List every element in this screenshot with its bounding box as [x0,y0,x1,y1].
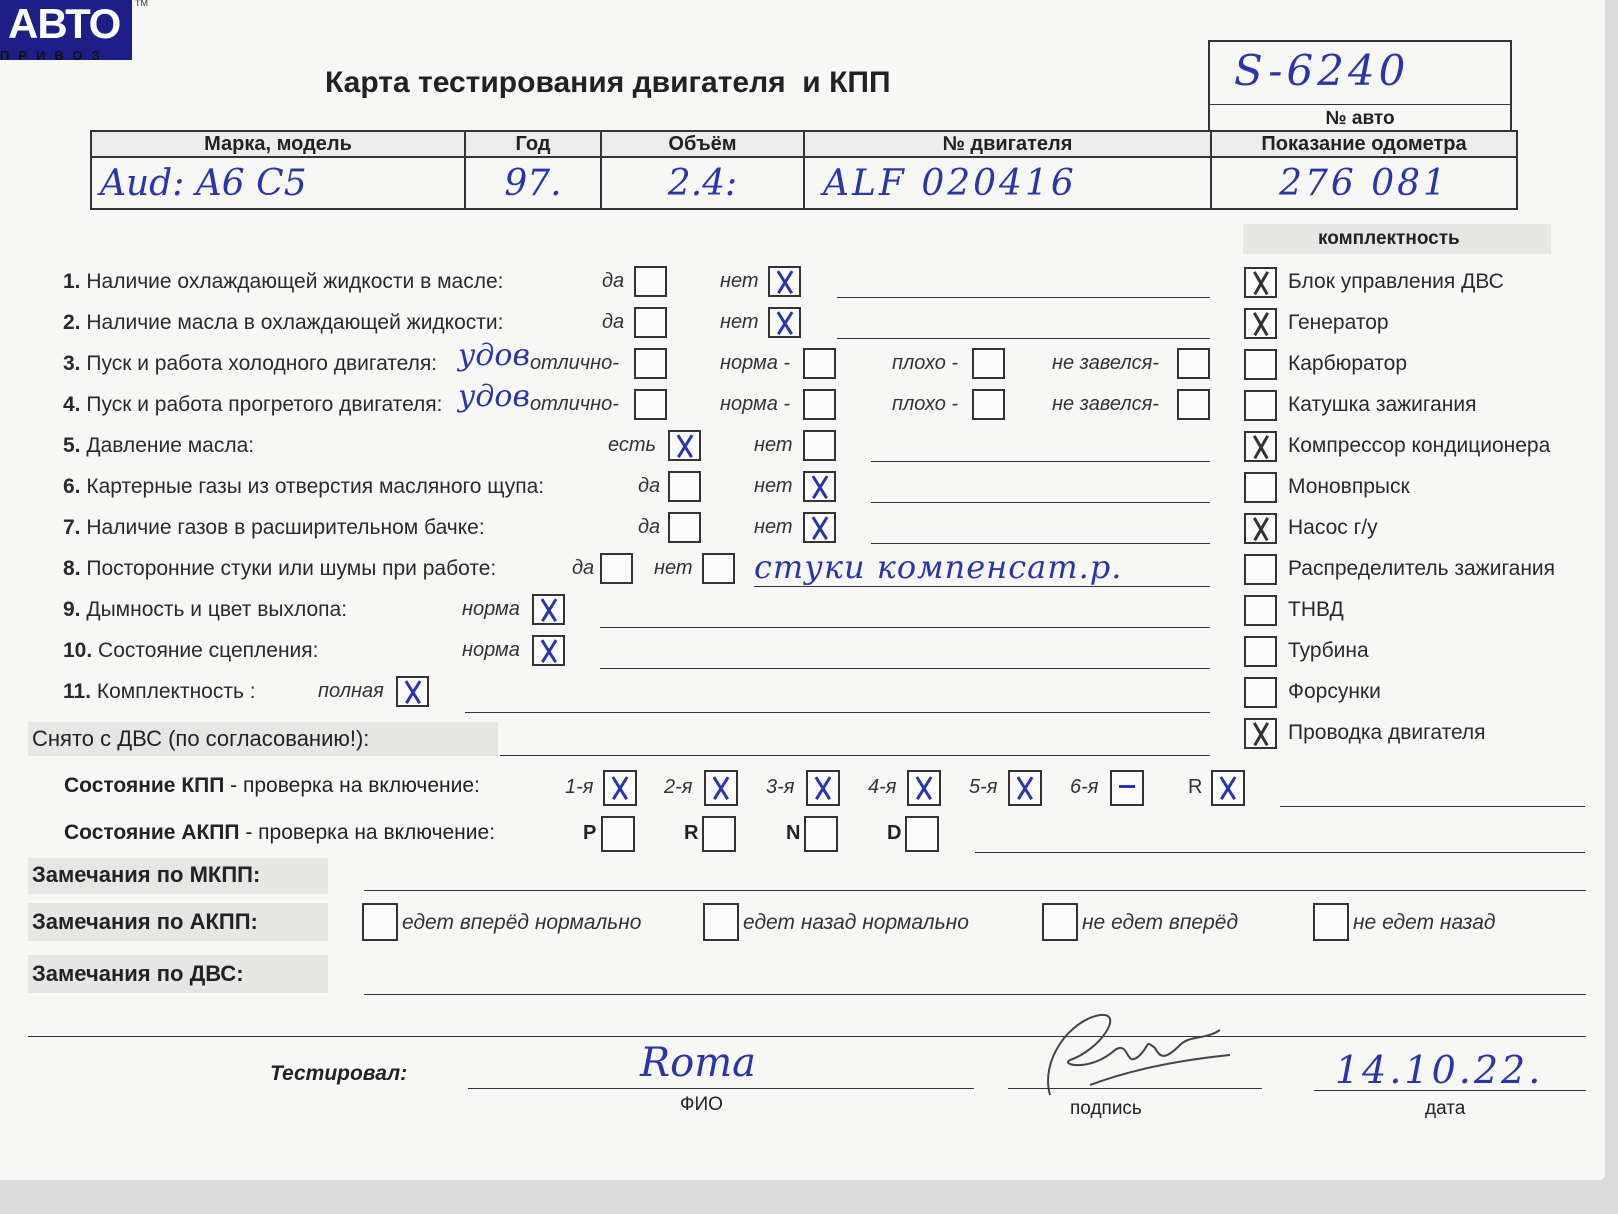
auto-number-box [1208,40,1512,133]
komplekt-label-turbo: Турбина [1288,639,1369,662]
row8-net-label: нет [654,557,693,579]
akpp-backward-ok-checkbox[interactable] [703,903,739,941]
row5-net-checkbox[interactable] [803,430,836,461]
kpp-gear-6-label: 6-я [1070,776,1099,798]
komplekt-label-generator: Генератор [1288,311,1389,334]
row1-da-label: да [602,270,625,292]
akpp-no-backward-checkbox[interactable] [1313,903,1349,941]
row2-net-label: нет [720,311,759,333]
akpp-forward-ok-label: едет вперёд нормально [402,911,642,934]
row3-norma-label: норма - [720,352,791,374]
kpp-gear-1-label: 1-я [565,776,594,798]
komplekt-label-injectors: Форсунки [1288,680,1381,703]
row8-net-checkbox[interactable] [702,553,735,584]
komplekt-checkbox-ps-pump[interactable] [1244,513,1277,544]
kpp-gear-r-checkbox[interactable] [1211,770,1245,806]
date-line [1314,1090,1586,1091]
date-value: 14.10.22. [1335,1048,1544,1092]
kpp-gear-4-checkbox[interactable] [907,770,941,806]
komplekt-checkbox-ac-compressor[interactable] [1244,431,1277,462]
col-header-model: Марка, модель [91,131,465,157]
row11-line [465,712,1210,713]
row3-ploho-checkbox[interactable] [972,348,1005,379]
remarks-dvs-label: Замечания по ДВС: [32,961,244,986]
row9-norma-checkbox[interactable] [532,594,565,625]
akpp-mode-n-checkbox[interactable] [804,816,838,852]
kpp-line [1280,806,1585,807]
row10-norma-label: норма [462,639,520,661]
komplekt-checkbox-distributor[interactable] [1244,554,1277,585]
akpp-mode-r-label: R [684,822,699,844]
row-10: 10. Состояние сцепления: [63,639,319,662]
kpp-gear-2-label: 2-я [664,776,693,798]
row1-line [837,297,1210,298]
remarks-akpp-label: Замечания по АКПП: [32,909,258,934]
komplekt-label-ignition-coil: Катушка зажигания [1288,393,1477,416]
row4-ploho-checkbox[interactable] [972,389,1005,420]
kpp-gear-5-label: 5-я [969,776,998,798]
row-8: 8. Посторонние стуки или шумы при работе: [63,557,497,580]
komplekt-checkbox-carburetor[interactable] [1244,349,1277,380]
row-5: 5. Давление масла: [63,434,255,457]
komplekt-checkbox-injectors[interactable] [1244,677,1277,708]
row7-net-label: нет [754,516,793,538]
row6-net-checkbox[interactable] [803,471,836,502]
komplekt-label-wiring: Проводка двигателя [1288,721,1486,744]
row-11: 11. Комплектность : [63,680,256,703]
row1-net-label: нет [720,270,759,292]
row3-handwritten: удов [458,338,530,373]
row8-da-checkbox[interactable] [600,553,633,584]
komplekt-checkbox-tnvd[interactable] [1244,595,1277,626]
col-header-volume: Объём [601,131,804,157]
fio-label: ФИО [680,1094,723,1115]
akpp-mode-d-label: D [887,822,902,844]
remarks-dvs-line [364,994,1586,995]
row4-norma-checkbox[interactable] [803,389,836,420]
row-9: 9. Дымность и цвет выхлопа: [63,598,348,621]
kpp-gear-4-label: 4-я [868,776,897,798]
row8-da-label: да [572,557,595,579]
auto-number-value: S-6240 [1234,46,1410,95]
row4-norma-label: норма - [720,393,791,415]
remarks-mkpp-label: Замечания по МКПП: [32,862,261,887]
signature [1030,1000,1250,1100]
akpp-label: Состояние АКПП - проверка на включение: [64,821,496,844]
kpp-gear-2-checkbox[interactable] [704,770,738,806]
remarks-mkpp-line [364,890,1586,891]
vehicle-info-table [90,130,1518,210]
kpp-gear-1-checkbox[interactable] [603,770,637,806]
row4-otlichno-checkbox[interactable] [634,389,667,420]
row6-line [871,502,1210,503]
kpp-gear-3-checkbox[interactable] [806,770,840,806]
tested-by-label: Тестировал: [270,1062,408,1085]
komplekt-checkbox-ignition-coil[interactable] [1244,390,1277,421]
row3-ne-zavelsya-checkbox[interactable] [1177,348,1210,379]
row2-da-label: да [602,311,625,333]
logo-text: АВТО [8,0,121,47]
row6-da-label: да [638,475,661,497]
row2-line [837,338,1210,339]
kpp-gear-r-label: R [1188,776,1203,798]
komplekt-checkbox-wiring[interactable] [1244,718,1277,749]
akpp-no-forward-checkbox[interactable] [1042,903,1078,941]
akpp-mode-r-checkbox[interactable] [702,816,736,852]
komplekt-label-carburetor: Карбюратор [1288,352,1408,375]
akpp-no-forward-label: не едет вперёд [1082,911,1239,934]
row7-da-checkbox[interactable] [668,512,701,543]
row7-line [871,543,1210,544]
auto-number-label: № авто [1325,108,1395,129]
akpp-mode-p-label: P [583,822,597,844]
row4-ne-zavelsya-label: не завелся- [1052,393,1159,415]
cell-year: 97. [465,157,601,209]
row4-otlichno-label: отлично- [530,393,619,415]
row2-net-checkbox[interactable] [768,307,801,338]
logo-subtitle: ПРИВОЗ [0,48,109,63]
logo-tm: TM [135,0,148,8]
komplekt-checkbox-ecu[interactable] [1244,267,1277,298]
row1-net-checkbox[interactable] [768,266,801,297]
komplekt-label-ac-compressor: Компрессор кондиционера [1288,434,1551,457]
row9-line [600,627,1210,628]
akpp-mode-d-checkbox[interactable] [905,816,939,852]
row1-da-checkbox[interactable] [634,266,667,297]
row10-norma-checkbox[interactable] [532,635,565,666]
cell-volume: 2.4: [601,157,804,209]
row4-ploho-label: плохо - [892,393,959,415]
akpp-forward-ok-checkbox[interactable] [362,903,398,941]
row-6: 6. Картерные газы из отверстия масляного щупа: [63,475,545,498]
row2-da-checkbox[interactable] [634,307,667,338]
row7-da-label: да [638,516,661,538]
signature-label: подпись [1070,1098,1142,1119]
row6-da-checkbox[interactable] [668,471,701,502]
row-4: 4. Пуск и работа прогретого двигателя: [63,393,443,416]
row9-norma-label: норма [462,598,520,620]
row11-polnaya-checkbox[interactable] [396,676,429,707]
row8-handwritten: стуки компенсат.р. [754,548,1123,586]
komplekt-label-ecu: Блок управления ДВС [1288,270,1504,293]
cell-model: Aud: A6 C5 [91,157,465,209]
komplekt-checkbox-generator[interactable] [1244,308,1277,339]
row10-line [600,668,1210,669]
row-7: 7. Наличие газов в расширительном бачке: [63,516,485,539]
akpp-mode-n-label: N [786,822,801,844]
row5-est-label: есть [608,434,657,456]
row6-net-label: нет [754,475,793,497]
kpp-gear-5-checkbox[interactable] [1008,770,1042,806]
akpp-line [975,852,1585,853]
komplekt-checkbox-turbo[interactable] [1244,636,1277,667]
col-header-engine-no: № двигателя [804,131,1211,157]
row4-handwritten: удов [458,379,530,414]
komplekt-title: комплектность [1318,228,1460,249]
row3-ne-zavelsya-label: не завелся- [1052,352,1159,374]
row3-otlichno-checkbox[interactable] [634,348,667,379]
row5-line [871,461,1210,462]
cell-engine-no: ALF 020416 [804,157,1211,209]
row-2: 2. Наличие масла в охлаждающей жидкости: [63,311,504,334]
row-1: 1. Наличие охлаждающей жидкости в масле: [63,270,504,293]
akpp-mode-p-checkbox[interactable] [601,816,635,852]
row7-net-checkbox[interactable] [803,512,836,543]
komplekt-checkbox-monoinjection[interactable] [1244,472,1277,503]
row3-ploho-label: плохо - [892,352,959,374]
komplekt-label-distributor: Распределитель зажигания [1288,557,1556,580]
col-header-year: Год [465,131,601,157]
komplekt-label-tnvd: ТНВД [1288,598,1344,621]
cell-odometer: 276 081 [1211,157,1517,209]
akpp-backward-ok-label: едет назад нормально [743,911,969,934]
akpp-no-backward-label: не едет назад [1353,911,1496,934]
komplekt-label-monoinjection: Моновпрыск [1288,475,1410,498]
row5-est-checkbox[interactable] [668,430,701,461]
row-3: 3. Пуск и работа холодного двигателя: [63,352,438,375]
row4-ne-zavelsya-checkbox[interactable] [1177,389,1210,420]
row3-norma-checkbox[interactable] [803,348,836,379]
col-header-odometer: Показание одометра [1211,131,1517,157]
kpp-gear-6-checkbox[interactable] [1110,770,1144,806]
snyato-label: Снято с ДВС (по согласованию!): [32,726,370,751]
snyato-line [500,755,1210,756]
fio-value: Roma [640,1040,756,1086]
remarks-bottom-line [28,1036,1586,1037]
kpp-label: Состояние КПП - проверка на включение: [64,774,480,797]
row8-line [754,586,1210,587]
date-label: дата [1425,1098,1466,1119]
komplekt-label-ps-pump: Насос г/у [1288,516,1378,539]
row5-net-label: нет [754,434,793,456]
page-title: Карта тестирования двигателя и КПП [325,66,891,99]
kpp-gear-3-label: 3-я [766,776,795,798]
signature-line [1008,1088,1262,1089]
auto-number-divider [1210,104,1510,105]
row3-otlichno-label: отлично- [530,352,619,374]
fio-line [468,1088,974,1089]
row11-polnaya-label: полная [318,680,384,702]
